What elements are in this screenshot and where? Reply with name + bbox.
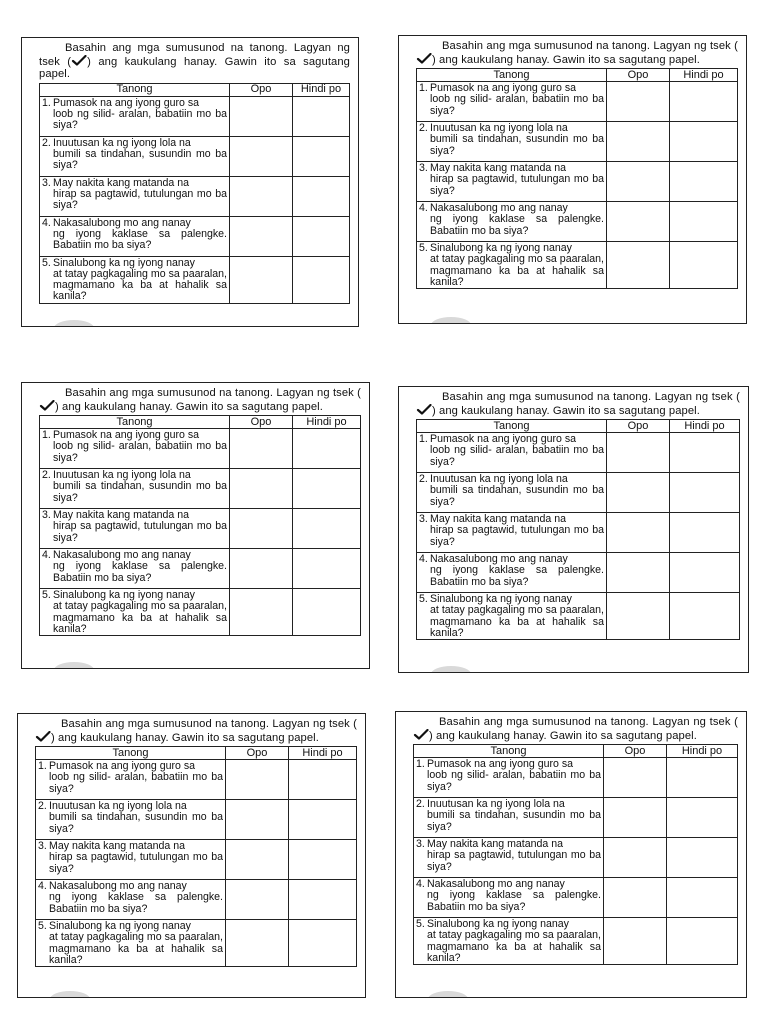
opo-answer-cell[interactable] (604, 758, 667, 798)
question-cell (36, 840, 226, 880)
hindi-po-answer-cell[interactable] (670, 242, 738, 289)
hindi-po-answer-cell[interactable] (670, 473, 740, 513)
question-rest: ng iyong kaklase sa palengke. Babatiin mo ba siya? (427, 889, 601, 913)
question-first-line: Pumasok na ang iyong guro sa (430, 433, 577, 446)
table-row (417, 433, 740, 473)
table-row (417, 162, 738, 202)
table-row (36, 880, 357, 920)
question-rest: loob ng silid- aralan, babatiin mo ba siya? (53, 107, 227, 132)
question-rest: at tatay pagkagaling mo sa paaralan, magmamano ka ba at hahalik sa kanila? (53, 267, 227, 303)
table-header-row (417, 69, 738, 82)
question-table (39, 415, 361, 636)
question-cell (414, 878, 604, 918)
worksheet-card-5 (17, 713, 366, 998)
question-table (416, 419, 740, 640)
table-row (40, 429, 361, 469)
table-row (417, 242, 738, 289)
question-rest: loob ng silid- aralan, babatiin mo ba siya? (49, 771, 223, 795)
question-table (35, 746, 357, 967)
question-rest: at tatay pagkagaling mo sa paaralan, magmamano ka ba at hahalik sa kanila? (427, 929, 601, 964)
hindi-po-answer-cell[interactable] (293, 429, 361, 469)
instruction-text (35, 718, 357, 744)
table-row (40, 469, 361, 509)
hindi-po-answer-cell[interactable] (670, 202, 738, 242)
question-first-line: Sinalubong ka ng iyong nanay (49, 920, 191, 933)
question-table (416, 68, 738, 289)
header-hindi-po: Hindi po (667, 745, 738, 758)
opo-answer-cell[interactable] (604, 838, 667, 878)
hindi-po-answer-cell[interactable] (293, 469, 361, 509)
opo-answer-cell[interactable] (226, 880, 289, 920)
hindi-po-answer-cell[interactable] (670, 553, 740, 593)
hindi-po-answer-cell[interactable] (289, 920, 357, 967)
header-hindi-po: Hindi po (293, 83, 350, 96)
question-first-line: May nakita kang matanda na (427, 838, 564, 851)
opo-answer-cell[interactable] (607, 473, 670, 513)
hindi-po-answer-cell[interactable] (670, 122, 738, 162)
table-row (36, 920, 357, 967)
instruction-tail: ) ang kaukulang hanay. Gawin ito sa sagutang papel. (39, 55, 350, 81)
question-number: 5. (42, 589, 51, 602)
hindi-po-answer-cell[interactable] (670, 162, 738, 202)
opo-answer-cell[interactable] (607, 513, 670, 553)
worksheet-card-6 (395, 711, 747, 998)
hindi-po-answer-cell[interactable] (289, 800, 357, 840)
hindi-po-answer-cell[interactable] (293, 96, 350, 136)
question-rest: bumili sa tindahan, susundin mo ba siya? (53, 480, 227, 504)
header-hindi-po: Hindi po (670, 420, 740, 433)
question-number: 4. (42, 216, 51, 229)
hindi-po-answer-cell[interactable] (293, 589, 361, 636)
question-number: 3. (416, 838, 425, 851)
question-number: 1. (419, 433, 428, 446)
question-first-line: Inuutusan ka ng iyong lola na (49, 800, 187, 813)
table-row (36, 760, 357, 800)
scan-smudge (50, 991, 90, 998)
instruction-lead: Basahin ang mga sumusunod na tanong. Lagyan ng tsek ( (61, 718, 357, 730)
question-cell (40, 216, 230, 256)
question-number: 5. (42, 256, 51, 269)
instruction-text (416, 40, 738, 66)
question-number: 2. (38, 800, 47, 813)
opo-answer-cell[interactable] (226, 920, 289, 967)
hindi-po-answer-cell[interactable] (293, 549, 361, 589)
question-rest: hirap sa pagtawid, tutulungan mo ba siya? (49, 851, 223, 875)
question-rest: at tatay pagkagaling mo sa paaralan, magmamano ka ba at hahalik sa kanila? (49, 931, 223, 966)
hindi-po-answer-cell[interactable] (289, 840, 357, 880)
header-opo: Opo (226, 747, 289, 760)
header-tanong: Tanong (414, 745, 604, 758)
worksheet-card-4 (398, 386, 749, 673)
question-first-line: Inuutusan ka ng iyong lola na (53, 469, 191, 482)
question-rest: loob ng silid- aralan, babatiin mo ba siya? (430, 93, 604, 117)
question-rest: at tatay pagkagaling mo sa paaralan, magmamano ka ba at hahalik sa kanila? (430, 253, 604, 288)
instruction-text (39, 387, 361, 413)
question-first-line: Pumasok na ang iyong guro sa (53, 429, 200, 442)
question-rest: bumili sa tindahan, susundin mo ba siya? (430, 484, 604, 508)
opo-answer-cell[interactable] (607, 202, 670, 242)
question-number: 4. (419, 553, 428, 566)
table-row (40, 256, 350, 303)
hindi-po-answer-cell[interactable] (667, 758, 738, 798)
table-header-row (417, 420, 740, 433)
header-tanong: Tanong (417, 420, 607, 433)
question-rest: ng iyong kaklase sa palengke. Babatiin mo ba siya? (430, 564, 604, 588)
question-number: 4. (38, 880, 47, 893)
table-row (414, 878, 738, 918)
question-number: 3. (419, 162, 428, 175)
scan-smudge (431, 317, 471, 324)
question-cell (40, 589, 230, 636)
question-first-line: Inuutusan ka ng iyong lola na (53, 136, 191, 149)
question-cell (40, 176, 230, 216)
question-rest: bumili sa tindahan, susundin mo ba siya? (53, 147, 227, 172)
instruction-tail: ) ang kaukulang hanay. Gawin ito sa sagutang papel. (432, 53, 700, 66)
instruction-lead: Basahin ang mga sumusunod na tanong. Lagyan ng tsek ( (39, 42, 350, 68)
question-cell (414, 798, 604, 838)
question-number: 3. (38, 840, 47, 853)
question-first-line: May nakita kang matanda na (53, 509, 190, 522)
question-cell (417, 593, 607, 640)
question-cell (40, 509, 230, 549)
table-row (40, 216, 350, 256)
hindi-po-answer-cell[interactable] (293, 136, 350, 176)
hindi-po-answer-cell[interactable] (667, 798, 738, 838)
question-rest: hirap sa pagtawid, tutulungan mo ba siya? (430, 173, 604, 197)
hindi-po-answer-cell[interactable] (667, 838, 738, 878)
question-number: 4. (416, 878, 425, 891)
question-first-line: Sinalubong ka ng iyong nanay (430, 242, 572, 255)
header-tanong: Tanong (36, 747, 226, 760)
header-opo: Opo (607, 69, 670, 82)
instruction-lead: Basahin ang mga sumusunod na tanong. Lagyan ng tsek ( (442, 391, 740, 403)
header-opo: Opo (230, 83, 293, 96)
question-rest: loob ng silid- aralan, babatiin mo ba siya? (427, 769, 601, 793)
question-first-line: May nakita kang matanda na (430, 513, 567, 526)
opo-answer-cell[interactable] (230, 216, 293, 256)
question-rest: hirap sa pagtawid, tutulungan mo ba siya? (427, 849, 601, 873)
opo-answer-cell[interactable] (230, 256, 293, 303)
question-cell (40, 469, 230, 509)
question-number: 2. (416, 798, 425, 811)
question-rest: at tatay pagkagaling mo sa paaralan, magmamano ka ba at hahalik sa kanila? (53, 600, 227, 635)
question-number: 5. (419, 242, 428, 255)
opo-answer-cell[interactable] (230, 136, 293, 176)
table-row (414, 918, 738, 965)
opo-answer-cell[interactable] (607, 82, 670, 122)
checkmark-icon (35, 731, 51, 742)
question-first-line: May nakita kang matanda na (49, 840, 186, 853)
question-number: 5. (416, 918, 425, 931)
table-header-row (36, 747, 357, 760)
scan-smudge (428, 991, 468, 998)
question-cell (40, 429, 230, 469)
hindi-po-answer-cell[interactable] (293, 509, 361, 549)
question-first-line: Sinalubong ka ng iyong nanay (427, 918, 569, 931)
table-row (417, 513, 740, 553)
question-cell (417, 513, 607, 553)
instruction-tail: ) ang kaukulang hanay. Gawin ito sa sagutang papel. (429, 729, 697, 742)
question-first-line: Nakasalubong mo ang nanay (53, 549, 191, 562)
question-first-line: Nakasalubong mo ang nanay (53, 216, 191, 229)
table-row (36, 840, 357, 880)
table-row (417, 122, 738, 162)
question-cell (40, 96, 230, 136)
question-cell (417, 202, 607, 242)
question-cell (417, 242, 607, 289)
table-row (417, 553, 740, 593)
question-cell (417, 162, 607, 202)
question-rest: hirap sa pagtawid, tutulungan mo ba siya? (53, 187, 227, 212)
question-first-line: May nakita kang matanda na (53, 176, 190, 189)
checkmark-icon (416, 53, 432, 64)
question-table (39, 83, 350, 304)
question-rest: hirap sa pagtawid, tutulungan mo ba siya? (430, 524, 604, 548)
opo-answer-cell[interactable] (607, 242, 670, 289)
question-number: 3. (42, 509, 51, 522)
hindi-po-answer-cell[interactable] (670, 513, 740, 553)
question-first-line: May nakita kang matanda na (430, 162, 567, 175)
question-number: 4. (42, 549, 51, 562)
hindi-po-answer-cell[interactable] (667, 878, 738, 918)
table-row (417, 202, 738, 242)
hindi-po-answer-cell[interactable] (293, 256, 350, 303)
table-row (414, 838, 738, 878)
table-header-row (414, 745, 738, 758)
instruction-tail: ) ang kaukulang hanay. Gawin ito sa sagutang papel. (51, 731, 319, 744)
checkmark-icon (416, 404, 432, 415)
instruction-lead: Basahin ang mga sumusunod na tanong. Lagyan ng tsek ( (65, 387, 361, 399)
question-cell (417, 82, 607, 122)
question-first-line: Pumasok na ang iyong guro sa (427, 758, 574, 771)
question-first-line: Nakasalubong mo ang nanay (49, 880, 187, 893)
question-number: 2. (419, 473, 428, 486)
question-number: 3. (42, 176, 51, 189)
question-number: 2. (42, 136, 51, 149)
question-rest: ng iyong kaklase sa palengke. Babatiin mo ba siya? (53, 560, 227, 584)
question-first-line: Pumasok na ang iyong guro sa (53, 96, 200, 109)
opo-answer-cell[interactable] (607, 553, 670, 593)
table-row (414, 758, 738, 798)
header-opo: Opo (604, 745, 667, 758)
question-number: 2. (42, 469, 51, 482)
checkmark-icon (413, 729, 429, 740)
worksheet-card-2 (398, 35, 747, 324)
question-first-line: Nakasalubong mo ang nanay (427, 878, 565, 891)
question-number: 1. (38, 760, 47, 773)
instruction-tail: ) ang kaukulang hanay. Gawin ito sa sagutang papel. (55, 400, 323, 413)
scan-smudge (54, 320, 94, 327)
table-row (414, 798, 738, 838)
opo-answer-cell[interactable] (230, 549, 293, 589)
table-row (417, 82, 738, 122)
question-number: 1. (416, 758, 425, 771)
question-cell (417, 473, 607, 513)
question-rest: ng iyong kaklase sa palengke. Babatiin mo ba siya? (430, 213, 604, 237)
question-cell (40, 136, 230, 176)
hindi-po-answer-cell[interactable] (293, 176, 350, 216)
question-first-line: Nakasalubong mo ang nanay (430, 553, 568, 566)
instruction-tail: ) ang kaukulang hanay. Gawin ito sa sagutang papel. (432, 404, 700, 417)
opo-answer-cell[interactable] (230, 469, 293, 509)
question-rest: ng iyong kaklase sa palengke. Babatiin mo ba siya? (49, 891, 223, 915)
hindi-po-answer-cell[interactable] (289, 760, 357, 800)
opo-answer-cell[interactable] (607, 593, 670, 640)
opo-answer-cell[interactable] (607, 162, 670, 202)
question-cell (36, 920, 226, 967)
instruction-lead: Basahin ang mga sumusunod na tanong. Lagyan ng tsek ( (439, 716, 738, 728)
instruction-text (39, 42, 350, 81)
question-rest: bumili sa tindahan, susundin mo ba siya? (430, 133, 604, 157)
opo-answer-cell[interactable] (226, 800, 289, 840)
question-number: 5. (38, 920, 47, 933)
table-row (36, 800, 357, 840)
question-rest: hirap sa pagtawid, tutulungan mo ba siya? (53, 520, 227, 544)
hindi-po-answer-cell[interactable] (670, 82, 738, 122)
hindi-po-answer-cell[interactable] (667, 918, 738, 965)
question-first-line: Inuutusan ka ng iyong lola na (427, 798, 565, 811)
table-row (417, 473, 740, 513)
opo-answer-cell[interactable] (230, 96, 293, 136)
opo-answer-cell[interactable] (604, 918, 667, 965)
question-first-line: Pumasok na ang iyong guro sa (49, 760, 196, 773)
question-cell (417, 122, 607, 162)
opo-answer-cell[interactable] (230, 176, 293, 216)
header-hindi-po: Hindi po (289, 747, 357, 760)
header-opo: Opo (230, 416, 293, 429)
hindi-po-answer-cell[interactable] (670, 433, 740, 473)
question-table (413, 744, 738, 965)
question-cell (414, 838, 604, 878)
question-cell (36, 880, 226, 920)
scan-smudge (54, 662, 94, 669)
instruction-text (413, 716, 738, 742)
opo-answer-cell[interactable] (226, 760, 289, 800)
opo-answer-cell[interactable] (230, 589, 293, 636)
question-rest: at tatay pagkagaling mo sa paaralan, magmamano ka ba at hahalik sa kanila? (430, 604, 604, 639)
opo-answer-cell[interactable] (604, 878, 667, 918)
opo-answer-cell[interactable] (226, 840, 289, 880)
table-header-row (40, 416, 361, 429)
instruction-lead: Basahin ang mga sumusunod na tanong. Lagyan ng tsek ( (442, 40, 738, 52)
table-row (40, 176, 350, 216)
table-row (40, 589, 361, 636)
checkmark-icon (39, 400, 55, 411)
question-cell (40, 549, 230, 589)
question-cell (40, 256, 230, 303)
header-hindi-po: Hindi po (670, 69, 738, 82)
worksheet-card-1 (21, 37, 359, 327)
question-first-line: Sinalubong ka ng iyong nanay (430, 593, 572, 606)
instruction-text (416, 391, 740, 417)
table-header-row (40, 83, 350, 96)
question-cell (417, 433, 607, 473)
question-first-line: Pumasok na ang iyong guro sa (430, 82, 577, 95)
question-number: 5. (419, 593, 428, 606)
question-cell (414, 918, 604, 965)
header-tanong: Tanong (40, 416, 230, 429)
table-row (40, 136, 350, 176)
question-first-line: Sinalubong ka ng iyong nanay (53, 589, 195, 602)
question-first-line: Sinalubong ka ng iyong nanay (53, 256, 195, 269)
question-rest: ng iyong kaklase sa palengke. Babatiin mo ba siya? (53, 227, 227, 252)
scan-smudge (431, 666, 471, 673)
table-row (417, 593, 740, 640)
hindi-po-answer-cell[interactable] (289, 880, 357, 920)
table-row (40, 96, 350, 136)
opo-answer-cell[interactable] (230, 429, 293, 469)
question-number: 1. (419, 82, 428, 95)
question-first-line: Inuutusan ka ng iyong lola na (430, 473, 568, 486)
question-rest: bumili sa tindahan, susundin mo ba siya? (427, 809, 601, 833)
opo-answer-cell[interactable] (604, 798, 667, 838)
question-first-line: Inuutusan ka ng iyong lola na (430, 122, 568, 135)
header-hindi-po: Hindi po (293, 416, 361, 429)
question-cell (414, 758, 604, 798)
table-row (40, 509, 361, 549)
question-number: 1. (42, 429, 51, 442)
question-rest: loob ng silid- aralan, babatiin mo ba siya? (430, 444, 604, 468)
header-tanong: Tanong (417, 69, 607, 82)
question-cell (36, 800, 226, 840)
question-cell (36, 760, 226, 800)
question-number: 1. (42, 96, 51, 109)
question-number: 3. (419, 513, 428, 526)
opo-answer-cell[interactable] (607, 433, 670, 473)
opo-answer-cell[interactable] (230, 509, 293, 549)
checkmark-icon (71, 55, 87, 66)
opo-answer-cell[interactable] (607, 122, 670, 162)
hindi-po-answer-cell[interactable] (293, 216, 350, 256)
question-rest: loob ng silid- aralan, babatiin mo ba siya? (53, 440, 227, 464)
question-cell (417, 553, 607, 593)
table-row (40, 549, 361, 589)
question-number: 2. (419, 122, 428, 135)
question-first-line: Nakasalubong mo ang nanay (430, 202, 568, 215)
header-opo: Opo (607, 420, 670, 433)
header-tanong: Tanong (40, 83, 230, 96)
question-rest: bumili sa tindahan, susundin mo ba siya? (49, 811, 223, 835)
worksheet-card-3 (21, 382, 370, 669)
question-number: 4. (419, 202, 428, 215)
hindi-po-answer-cell[interactable] (670, 593, 740, 640)
